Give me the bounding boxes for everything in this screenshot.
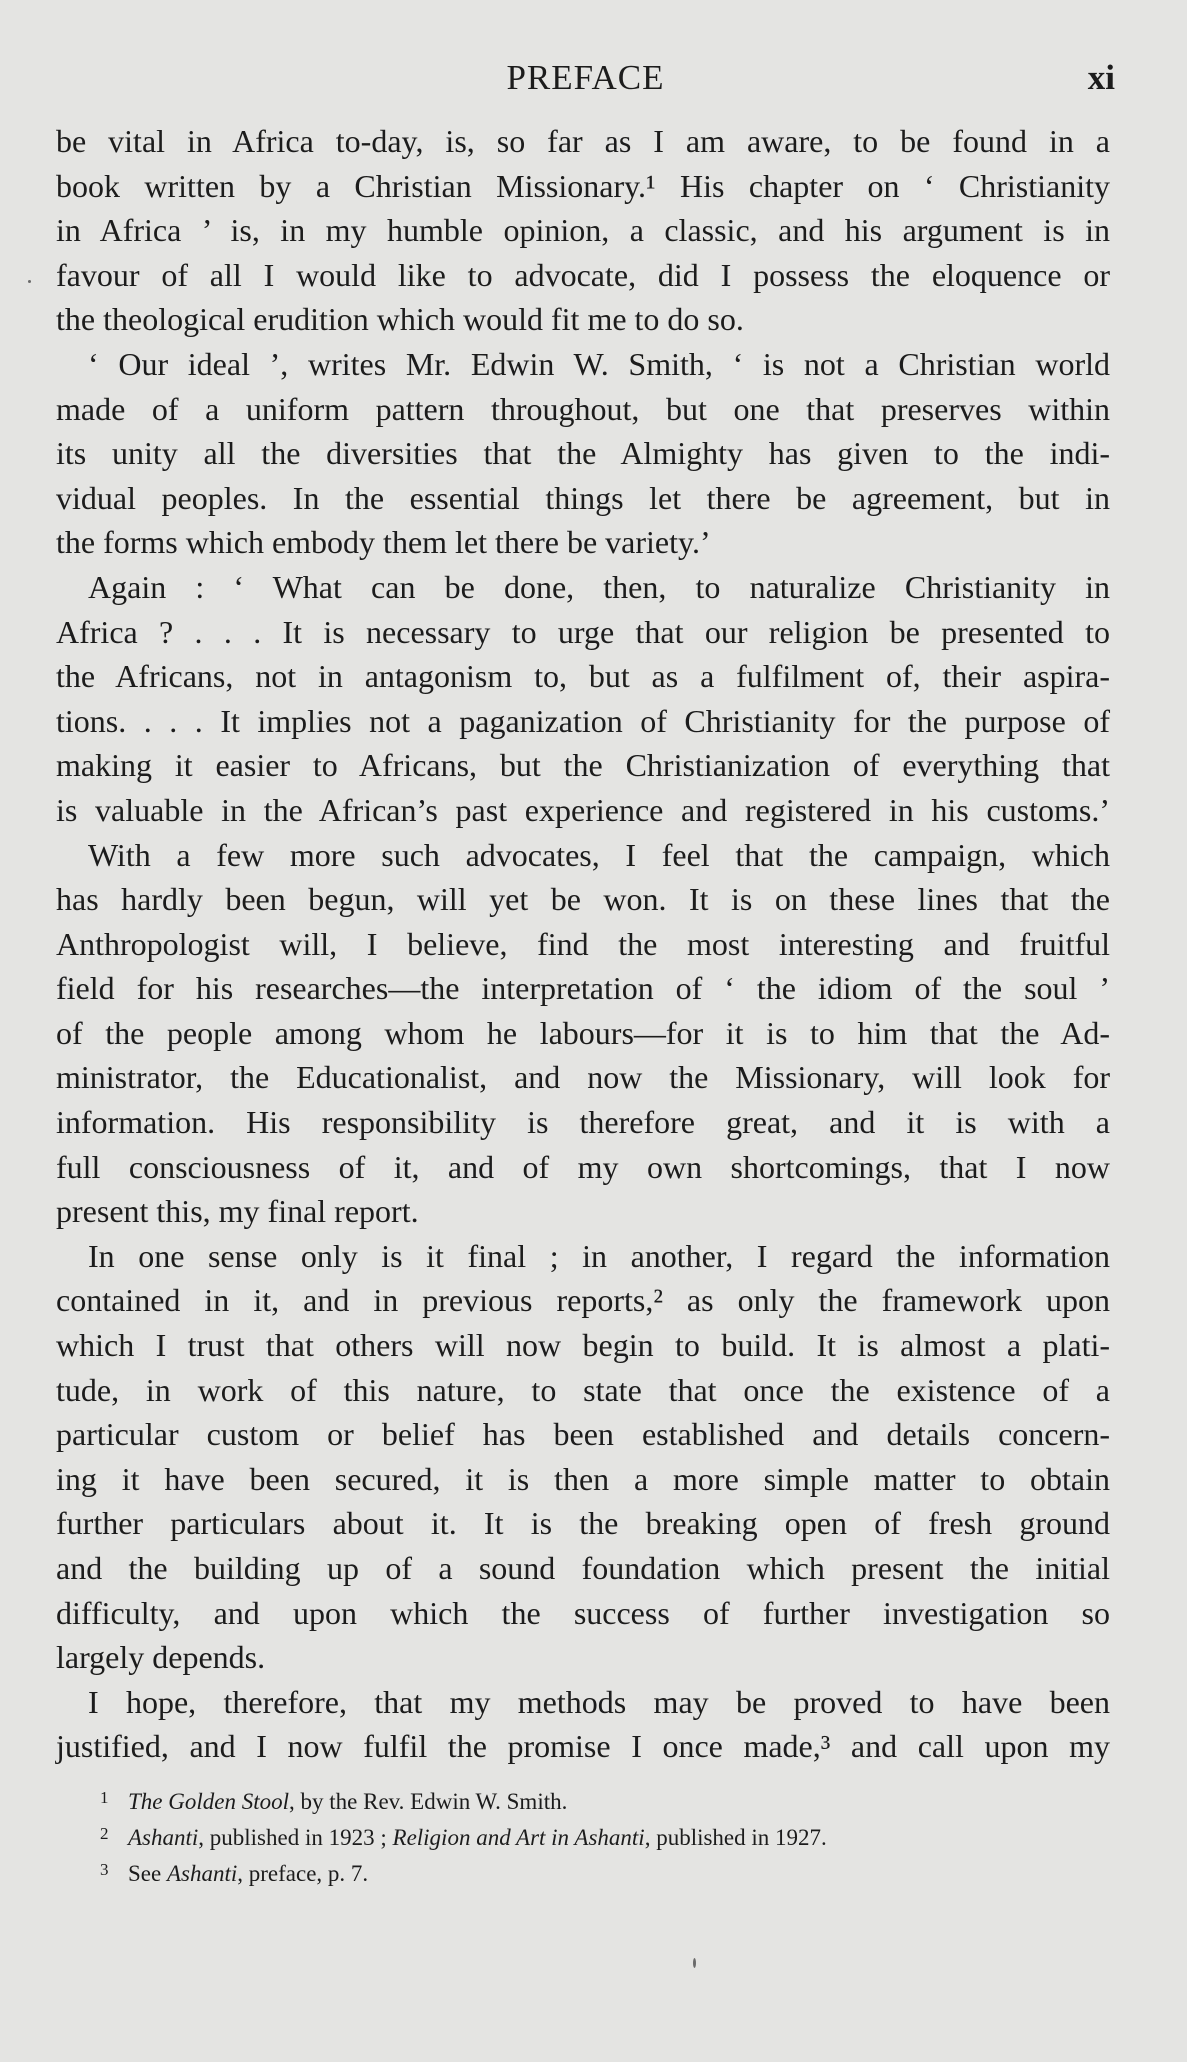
text-line: tude, in work of this nature, to state that once the existence of a [56, 1371, 1110, 1408]
text-line: I hope, therefore, that my methods may be proved to have been [88, 1683, 1110, 1720]
page-number: xi [1087, 58, 1115, 97]
text-line: tions. . . . It implies not a paganization of Christianity for the purpose of [56, 702, 1110, 739]
page-speck [28, 280, 31, 283]
text-line: largely depends. [56, 1639, 266, 1676]
text-line: be vital in Africa to-day, is, so far as I am aware, to be found in a [56, 123, 1110, 159]
text-line: ‘ Our ideal ’, writes Mr. Edwin W. Smith, ‘ is not a Christian world [88, 345, 1110, 382]
footnote-title: Ashanti [128, 1825, 199, 1850]
footnote-title: Ashanti [166, 1861, 238, 1886]
text-line: its unity all the diversities that the Almighty has given to the indi- [56, 435, 1110, 472]
text-line: made of a uniform pattern throughout, but one that preserves within [56, 390, 1110, 427]
text-line: difficulty, and upon which the success of further investigation so [56, 1594, 1110, 1631]
text-line: With a few more such advocates, I feel that the campaign, which [88, 836, 1110, 873]
footnote-text: , published in 1923 ; [198, 1825, 393, 1850]
footnote-text: , by the Rev. Edwin W. Smith. [289, 1789, 568, 1814]
page-header [56, 58, 1115, 102]
text-line: which I trust that others will now begin to build. It is almost a plati- [56, 1327, 1110, 1364]
text-line: vidual peoples. In the essential things let there be agreement, but in [56, 479, 1110, 516]
running-title: PREFACE [506, 58, 665, 97]
footnote-3 [100, 1852, 368, 1888]
footnote-1 [100, 1780, 567, 1816]
footnote-prefix: See [128, 1861, 167, 1886]
footnote-title-2: Religion and Art in Ashanti [392, 1825, 645, 1850]
text-line: favour of all I would like to advocate, did I possess the eloquence or [56, 256, 1110, 293]
text-line: the forms which embody them let there be variety.’ [56, 524, 711, 561]
text-line: is valuable in the African’s past experience and registered in his customs.’ [56, 791, 1110, 828]
body-text [56, 119, 1110, 1769]
text-line: ministrator, the Educationalist, and now the Missionary, will look for [56, 1059, 1110, 1096]
footnote-text: , preface, p. 7. [237, 1861, 369, 1886]
text-line: ing it have been secured, it is then a more simple matter to obtain [56, 1460, 1110, 1497]
text-line: particular custom or belief has been established and details concern- [56, 1416, 1110, 1453]
footnote-title: The Golden Stool [128, 1789, 289, 1814]
text-line: In one sense only is it final ; in another, I regard the information [88, 1237, 1110, 1274]
footnote-number: 2 [100, 1824, 109, 1843]
text-line: Anthropologist will, I believe, find the most interesting and fruitful [56, 925, 1110, 962]
text-line: in Africa ’ is, in my humble opinion, a classic, and his argument is in [56, 212, 1110, 249]
text-line: book written by a Christian Missionary.¹ His chapter on ‘ Christianity [56, 167, 1110, 204]
text-line: the theological erudition which would fit me to do so. [56, 301, 744, 338]
page-speck [693, 1958, 696, 1968]
text-line: justified, and I now fulfil the promise I once made,³ and call upon my [56, 1728, 1110, 1765]
footnote-text-2: , published in 1927. [644, 1825, 827, 1850]
text-line: contained in it, and in previous reports,² as only the framework upon [56, 1282, 1110, 1319]
footnote-2 [100, 1816, 827, 1852]
text-line: present this, my final report. [56, 1193, 419, 1230]
text-line: has hardly been begun, will yet be won. It is on these lines that the [56, 881, 1110, 918]
text-line: Africa ? . . . It is necessary to urge that our religion be presented to [56, 613, 1110, 650]
text-line: information. His responsibility is therefore great, and it is with a [56, 1104, 1110, 1141]
text-line: the Africans, not in antagonism to, but as a fulfilment of, their aspira- [56, 658, 1110, 695]
footnote-number: 3 [100, 1860, 109, 1879]
text-line: full consciousness of it, and of my own shortcomings, that I now [56, 1148, 1110, 1185]
text-line: making it easier to Africans, but the Christianization of everything that [56, 747, 1110, 784]
text-line: Again : ‘ What can be done, then, to naturalize Christianity in [88, 568, 1110, 605]
footnote-number: 1 [100, 1788, 109, 1807]
text-line: further particulars about it. It is the breaking open of fresh ground [56, 1505, 1110, 1542]
text-line: of the people among whom he labours—for it is to him that the Ad- [56, 1014, 1110, 1051]
text-line: field for his researches—the interpretation of ‘ the idiom of the soul ’ [56, 970, 1110, 1007]
text-line: and the building up of a sound foundation which present the initial [56, 1550, 1110, 1586]
